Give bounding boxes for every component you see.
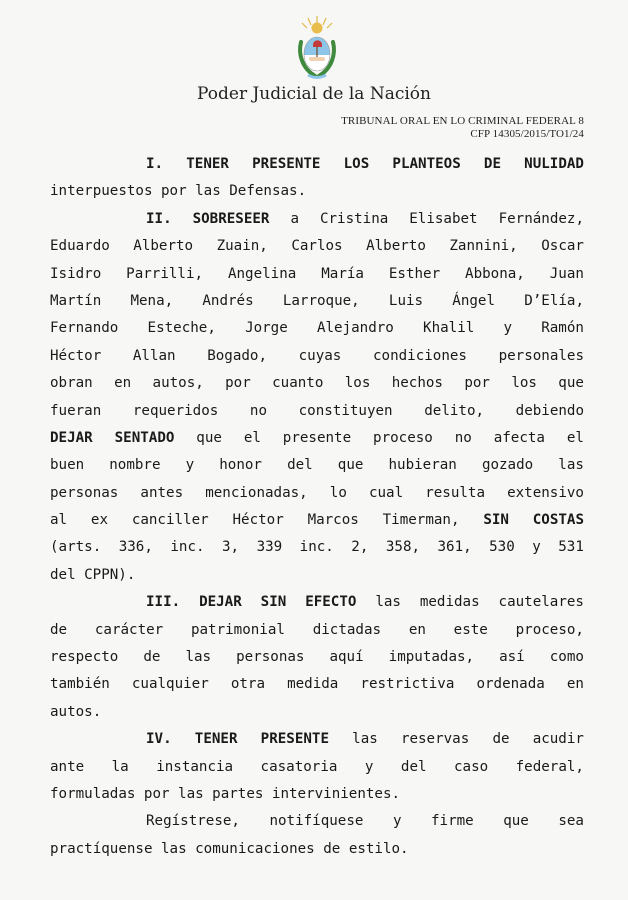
- word: Oscar: [541, 238, 584, 255]
- bold-word: SOBRESEER: [192, 210, 270, 227]
- word: gozado: [481, 457, 534, 474]
- word: los: [511, 375, 537, 392]
- bold-word: DEJAR: [199, 594, 242, 611]
- word: Zuain,: [216, 238, 268, 255]
- word: las: [375, 594, 401, 611]
- word: Elisabet: [409, 210, 478, 227]
- case-number: CFP 14305/2015/TO1/24: [470, 128, 584, 140]
- word: Alejandro: [316, 320, 394, 337]
- word: el: [243, 429, 261, 446]
- word: de: [323, 840, 341, 857]
- word: antes: [140, 484, 184, 501]
- bold-word: PLANTEOS: [392, 156, 461, 172]
- word: y: [532, 539, 541, 556]
- word: buen: [50, 457, 85, 474]
- word: firme: [430, 813, 474, 830]
- word: restrictiva: [360, 676, 455, 693]
- word: condiciones: [372, 347, 467, 364]
- word: y: [392, 813, 402, 830]
- word: 2,: [351, 539, 369, 556]
- word: delito,: [424, 402, 485, 419]
- resolution-paragraph: [50, 808, 584, 863]
- word: Carlos: [291, 238, 343, 255]
- word: 339: [256, 539, 283, 556]
- word: Héctor: [232, 512, 284, 529]
- resolution-paragraph: [50, 206, 584, 589]
- word: fueran: [50, 402, 102, 419]
- word: no: [249, 402, 268, 419]
- word: de: [50, 621, 68, 638]
- resolution-paragraph: [50, 726, 584, 808]
- word: ordenada: [476, 676, 545, 693]
- word: Regístrese,: [146, 813, 240, 830]
- word: cuyas: [298, 347, 342, 364]
- word: María: [321, 265, 364, 282]
- bold-word: DE: [483, 156, 501, 172]
- word: personas: [50, 484, 119, 501]
- text-line: [50, 261, 584, 288]
- word: personales: [498, 347, 584, 364]
- word: las: [161, 840, 187, 857]
- word: 531: [558, 539, 584, 556]
- bold-word: TENER: [186, 156, 229, 172]
- word: Allan: [132, 347, 176, 364]
- bold-word: I.: [146, 156, 164, 172]
- word: caso: [454, 758, 489, 775]
- word: reservas: [400, 731, 470, 748]
- word: canciller: [131, 512, 209, 529]
- word: 530: [489, 539, 515, 556]
- word: partes: [212, 785, 264, 802]
- text-line: [50, 370, 584, 397]
- text-line: [50, 233, 584, 260]
- word: Ramón: [541, 320, 584, 337]
- bold-word: COSTAS: [532, 512, 584, 529]
- word: notifíquese: [269, 813, 364, 830]
- word: las: [178, 785, 204, 802]
- word: de: [143, 649, 161, 666]
- word: y: [503, 320, 513, 337]
- text-line: [50, 699, 584, 726]
- argentine-coat-of-arms-icon: [295, 14, 339, 82]
- text-line: [50, 178, 584, 205]
- word: 3,: [222, 539, 240, 556]
- word: otra: [230, 676, 265, 693]
- court-name: Poder Judicial de la Nación: [197, 84, 431, 104]
- word: honor: [219, 457, 262, 474]
- word: D’Elía,: [524, 292, 584, 309]
- tribunal-name: TRIBUNAL ORAL EN LO CRIMINAL FEDERAL 8: [341, 115, 584, 127]
- word: 358,: [385, 539, 421, 556]
- word: Ángel: [452, 292, 495, 309]
- bold-word: NULIDAD: [524, 156, 584, 172]
- text-line: [50, 398, 584, 425]
- word: que: [196, 429, 222, 446]
- word: Cristina: [319, 210, 389, 227]
- word: en: [566, 676, 584, 693]
- word: lo: [329, 484, 347, 501]
- word: Alberto: [133, 238, 194, 255]
- text-line: [50, 534, 584, 561]
- word: casatoria: [260, 758, 338, 775]
- word: requeridos: [132, 402, 219, 419]
- text-line: [50, 808, 584, 835]
- word: del: [50, 566, 76, 583]
- word: Mena,: [130, 292, 174, 309]
- word: Alberto: [366, 238, 426, 255]
- bold-word: PRESENTE: [260, 731, 329, 748]
- word: en: [408, 621, 426, 638]
- word: inc.: [170, 539, 205, 556]
- word: Timerman,: [382, 512, 460, 529]
- word: cual: [368, 484, 404, 501]
- word: 361,: [437, 539, 472, 556]
- word: autos,: [152, 375, 204, 392]
- word: CPPN).: [84, 566, 136, 583]
- text-line: [50, 315, 584, 342]
- word: a: [290, 210, 299, 227]
- word: estilo.: [348, 840, 409, 857]
- word: ex: [90, 512, 108, 529]
- word: ante: [50, 758, 85, 775]
- word: constituyen: [298, 402, 393, 419]
- word: también: [50, 676, 110, 693]
- word: por: [225, 375, 251, 392]
- word: del: [287, 457, 313, 474]
- word: Khalil: [423, 320, 475, 337]
- text-line: [50, 671, 584, 698]
- word: personas: [236, 649, 305, 666]
- word: Esther: [388, 265, 441, 282]
- word: las: [185, 649, 212, 666]
- word: las: [352, 731, 378, 748]
- text-line: [50, 425, 584, 452]
- bold-word: EFECTO: [305, 594, 357, 611]
- text-line: [50, 644, 584, 671]
- text-line: [50, 507, 584, 534]
- word: hechos: [391, 375, 443, 392]
- word: así: [499, 649, 525, 666]
- word: Jorge: [245, 320, 288, 337]
- text-line: [50, 288, 584, 315]
- resolution-paragraph: [50, 589, 584, 726]
- word: obran: [50, 375, 93, 392]
- word: Martín: [50, 292, 102, 309]
- word: extensivo: [507, 484, 584, 501]
- word: comunicaciones: [195, 840, 315, 857]
- text-line: [50, 754, 584, 781]
- bold-word: LOS: [343, 156, 370, 172]
- text-line: [50, 151, 584, 178]
- text-line: [50, 589, 584, 616]
- word: interpuestos: [50, 183, 153, 200]
- resolution-body: [50, 151, 584, 863]
- word: proceso: [373, 429, 433, 446]
- word: como: [549, 649, 584, 666]
- word: Héctor: [50, 347, 102, 364]
- word: practíquense: [50, 840, 153, 857]
- word: nombre: [109, 457, 161, 474]
- word: patrimonial: [190, 621, 285, 638]
- word: de: [492, 731, 510, 748]
- word: cautelares: [498, 594, 584, 611]
- word: afecta: [493, 429, 545, 446]
- word: Andrés: [202, 292, 254, 309]
- word: Eduardo: [50, 238, 110, 255]
- text-line: [50, 206, 584, 233]
- word: federal,: [515, 758, 584, 775]
- word: en: [114, 375, 132, 392]
- word: la: [111, 758, 129, 775]
- bold-word: II.: [146, 210, 172, 227]
- word: mencionadas,: [205, 484, 308, 501]
- bold-word: III.: [146, 594, 181, 611]
- word: Marcos: [307, 512, 359, 529]
- word: sea: [558, 813, 584, 830]
- word: y: [185, 457, 195, 474]
- word: Bogado,: [207, 347, 268, 364]
- word: Larroque,: [282, 292, 360, 309]
- word: respecto: [50, 649, 119, 666]
- word: 336,: [118, 539, 153, 556]
- word: dictadas: [312, 621, 382, 638]
- text-line: [50, 480, 584, 507]
- word: por: [161, 183, 187, 200]
- word: el: [566, 429, 584, 446]
- word: hubieran: [388, 457, 457, 474]
- word: aquí: [329, 649, 364, 666]
- text-line: [50, 617, 584, 644]
- bold-word: SENTADO: [114, 429, 175, 446]
- word: las: [195, 183, 221, 200]
- word: proceso,: [515, 621, 584, 638]
- word: intervinientes.: [271, 785, 401, 802]
- word: y: [364, 758, 374, 775]
- word: que: [503, 813, 529, 830]
- word: formuladas: [50, 785, 136, 802]
- word: Parrilli,: [126, 265, 204, 282]
- word: acudir: [532, 731, 584, 748]
- text-line: [50, 781, 584, 808]
- word: que: [558, 375, 584, 392]
- word: Esteche,: [147, 320, 216, 337]
- word: Angelina: [227, 265, 297, 282]
- word: Juan: [549, 265, 584, 282]
- word: este: [453, 621, 488, 638]
- word: debiendo: [515, 402, 584, 419]
- word: instancia: [156, 758, 234, 775]
- word: resulta: [425, 484, 486, 501]
- bold-word: IV.: [146, 731, 172, 748]
- text-line: [50, 836, 584, 863]
- word: las: [558, 457, 584, 474]
- word: al: [50, 512, 68, 529]
- bold-word: SIN: [260, 594, 287, 611]
- resolution-paragraph: [50, 151, 584, 206]
- word: por: [464, 375, 490, 392]
- word: por: [143, 785, 170, 802]
- bold-word: PRESENTE: [252, 156, 321, 172]
- word: cualquier: [131, 676, 209, 693]
- word: Defensas.: [229, 183, 307, 200]
- word: que: [337, 457, 364, 474]
- word: cuanto: [272, 375, 324, 392]
- text-line: [50, 726, 584, 753]
- text-line: [50, 343, 584, 370]
- text-line: [50, 562, 584, 589]
- word: inc.: [299, 539, 334, 556]
- word: los: [344, 375, 371, 392]
- word: autos.: [50, 703, 102, 720]
- word: carácter: [94, 621, 164, 638]
- bold-word: SIN: [483, 512, 509, 529]
- word: Fernández,: [498, 210, 584, 227]
- word: Fernando: [50, 320, 119, 337]
- bold-word: TENER: [194, 731, 238, 748]
- word: Zannini,: [449, 238, 518, 255]
- word: (arts.: [50, 539, 102, 556]
- word: Isidro: [50, 265, 102, 282]
- text-line: [50, 452, 584, 479]
- word: presente: [282, 429, 352, 446]
- word: no: [454, 429, 472, 446]
- word: medidas: [419, 594, 480, 611]
- word: del: [400, 758, 427, 775]
- word: Luis: [388, 292, 424, 309]
- word: medida: [287, 676, 339, 693]
- bold-word: DEJAR: [50, 429, 93, 446]
- word: imputadas,: [388, 649, 475, 666]
- word: Abbona,: [465, 265, 525, 282]
